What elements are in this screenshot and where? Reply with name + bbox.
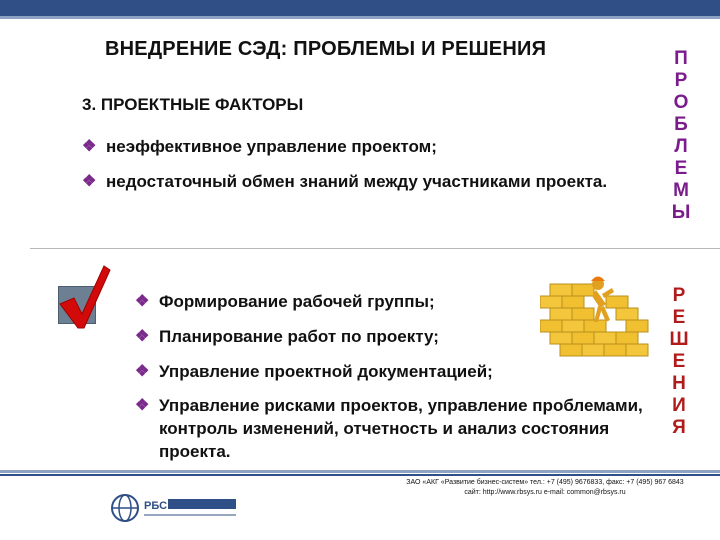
footer-line-2: сайт: http://www.rbsys.ru e-mail: common@rbsys.ru (464, 489, 626, 496)
section-heading: 3. ПРОЕКТНЫЕ ФАКТОРЫ (82, 95, 304, 114)
diamond-bullet-icon: ❖ (135, 363, 150, 380)
problem-text: недостаточный обмен знаний между участниками проекта. (106, 172, 608, 191)
footer-contacts (385, 478, 705, 498)
worker-bricks-icon (540, 264, 650, 370)
diamond-bullet-icon: ❖ (135, 328, 150, 345)
side-label-problems: П Р О Б Л Е М Ы (671, 48, 691, 223)
top-bar (0, 0, 720, 16)
problem-text: неэффективное управление проектом; (106, 137, 437, 156)
solution-bullet (135, 360, 575, 383)
divider (30, 248, 720, 249)
solution-text: Управление рисками проектов, управление проблемами, контроль изменений, отчетность и анализ состояния проекта. (159, 396, 643, 461)
diamond-bullet-icon: ❖ (135, 397, 150, 414)
bottom-bar (0, 474, 720, 476)
side-label-solutions: Р Е Ш Е Н И Я (669, 285, 689, 438)
top-bar-line (0, 16, 720, 19)
diamond-bullet-icon: ❖ (82, 173, 97, 190)
logo-text: РБС (144, 500, 168, 512)
problem-bullet (82, 170, 612, 193)
company-logo (110, 491, 250, 530)
bottom-bar-line (0, 470, 720, 473)
solution-bullet (135, 325, 555, 348)
diamond-bullet-icon: ❖ (82, 138, 97, 155)
solution-bullet (135, 394, 645, 463)
globe-logo-icon (110, 491, 250, 525)
diamond-bullet-icon: ❖ (135, 293, 150, 310)
problem-bullet (82, 135, 602, 158)
footer-line-1: ЗАО «АКГ «Развитие бизнес-систем» тел.: +7 (495) 9676833, факс: +7 (495) 967 6843 (406, 479, 684, 486)
solution-text: Управление проектной документацией; (159, 362, 493, 381)
solution-text: Планирование работ по проекту; (159, 327, 439, 346)
solution-text: Формирование рабочей группы; (159, 292, 435, 311)
solution-bullet (135, 290, 555, 313)
slide-title: ВНЕДРЕНИЕ СЭД: ПРОБЛЕМЫ И РЕШЕНИЯ (105, 38, 547, 60)
check-icon (56, 262, 112, 332)
